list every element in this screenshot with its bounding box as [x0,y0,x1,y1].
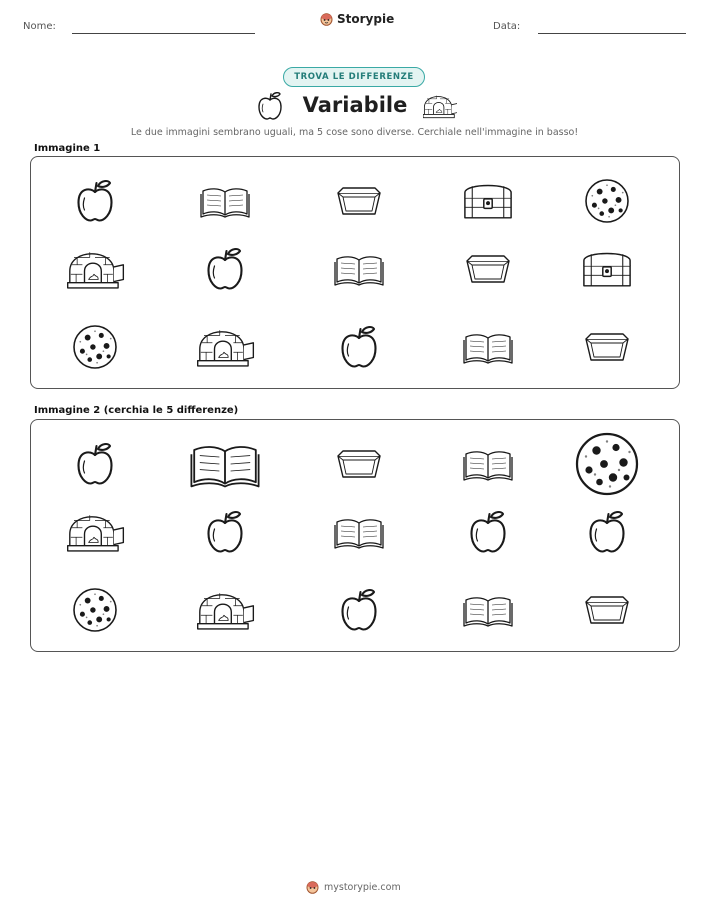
footer [306,880,401,894]
picture-cell[interactable] [438,580,538,640]
basket-icon [580,591,634,629]
instructions-text: Le due immagini sembrano uguali, ma 5 cose sono diverse. Cerchiale nell'immagine in basso! [130,127,579,138]
cookie-icon [580,174,634,228]
name-label: Nome: [23,21,56,32]
apple-icon [77,445,113,483]
picture-cell[interactable] [309,434,409,494]
picture-cell[interactable] [309,580,409,640]
image1-label: Immagine 1 [34,143,101,154]
apple-icon [589,513,625,551]
page-title: Variabile [302,93,408,117]
brick-oven-icon [423,93,457,119]
storypie-mascot-icon [320,12,333,26]
picture-cell[interactable] [45,317,145,377]
apple-icon [341,328,377,366]
picture-cell[interactable] [309,317,409,377]
basket-icon [332,182,386,220]
picture-cell[interactable] [557,434,657,494]
picture-cell[interactable] [309,239,409,299]
book-icon [459,326,517,368]
picture-cell[interactable] [175,171,275,231]
basket-icon [461,250,515,288]
picture-cell[interactable] [557,502,657,562]
brick-oven-icon [63,245,127,293]
cookie-icon [68,583,122,637]
date-label: Data: [493,21,521,32]
picture-cell[interactable] [438,317,538,377]
book-icon [330,248,388,290]
basket-icon [332,445,386,483]
treasure-chest-icon [460,179,516,223]
picture-cell[interactable] [175,580,275,640]
book-large-icon [186,437,264,491]
apple-icon [207,513,243,551]
book-icon [459,443,517,485]
cookie-icon [68,320,122,374]
picture-cell[interactable] [438,239,538,299]
brand-logo [320,12,394,26]
storypie-mascot-icon [306,880,319,894]
treasure-chest-icon [579,247,635,291]
image1-panel [30,156,680,389]
apple-icon [207,250,243,288]
activity-badge: TROVA LE DIFFERENZE [283,67,425,87]
apple-icon [77,182,113,220]
image2-label: Immagine 2 (cerchia le 5 differenze) [34,405,239,416]
picture-cell[interactable] [438,434,538,494]
picture-cell[interactable] [309,502,409,562]
basket-icon [580,328,634,366]
picture-cell[interactable] [45,502,145,562]
picture-cell[interactable] [438,502,538,562]
book-icon [330,511,388,553]
picture-cell[interactable] [175,502,275,562]
picture-cell[interactable] [175,239,275,299]
cookie-large-icon [571,428,643,500]
name-field[interactable] [72,33,255,34]
picture-cell[interactable] [45,171,145,231]
picture-cell[interactable] [45,239,145,299]
brand-name: Storypie [337,12,395,26]
book-icon [196,180,254,222]
brick-oven-icon [193,323,257,371]
apple-icon [470,513,506,551]
picture-cell[interactable] [557,317,657,377]
picture-cell[interactable] [438,171,538,231]
picture-cell[interactable] [557,580,657,640]
picture-cell[interactable] [309,171,409,231]
footer-url: mystorypie.com [324,881,401,893]
picture-cell[interactable] [175,434,275,494]
date-field[interactable] [538,33,686,34]
picture-cell[interactable] [175,317,275,377]
picture-cell[interactable] [557,239,657,299]
book-icon [459,589,517,631]
image2-panel[interactable] [30,419,680,652]
brick-oven-icon [63,508,127,556]
picture-cell[interactable] [557,171,657,231]
picture-cell[interactable] [45,580,145,640]
picture-cell[interactable] [45,434,145,494]
brick-oven-icon [193,586,257,634]
apple-icon [341,591,377,629]
